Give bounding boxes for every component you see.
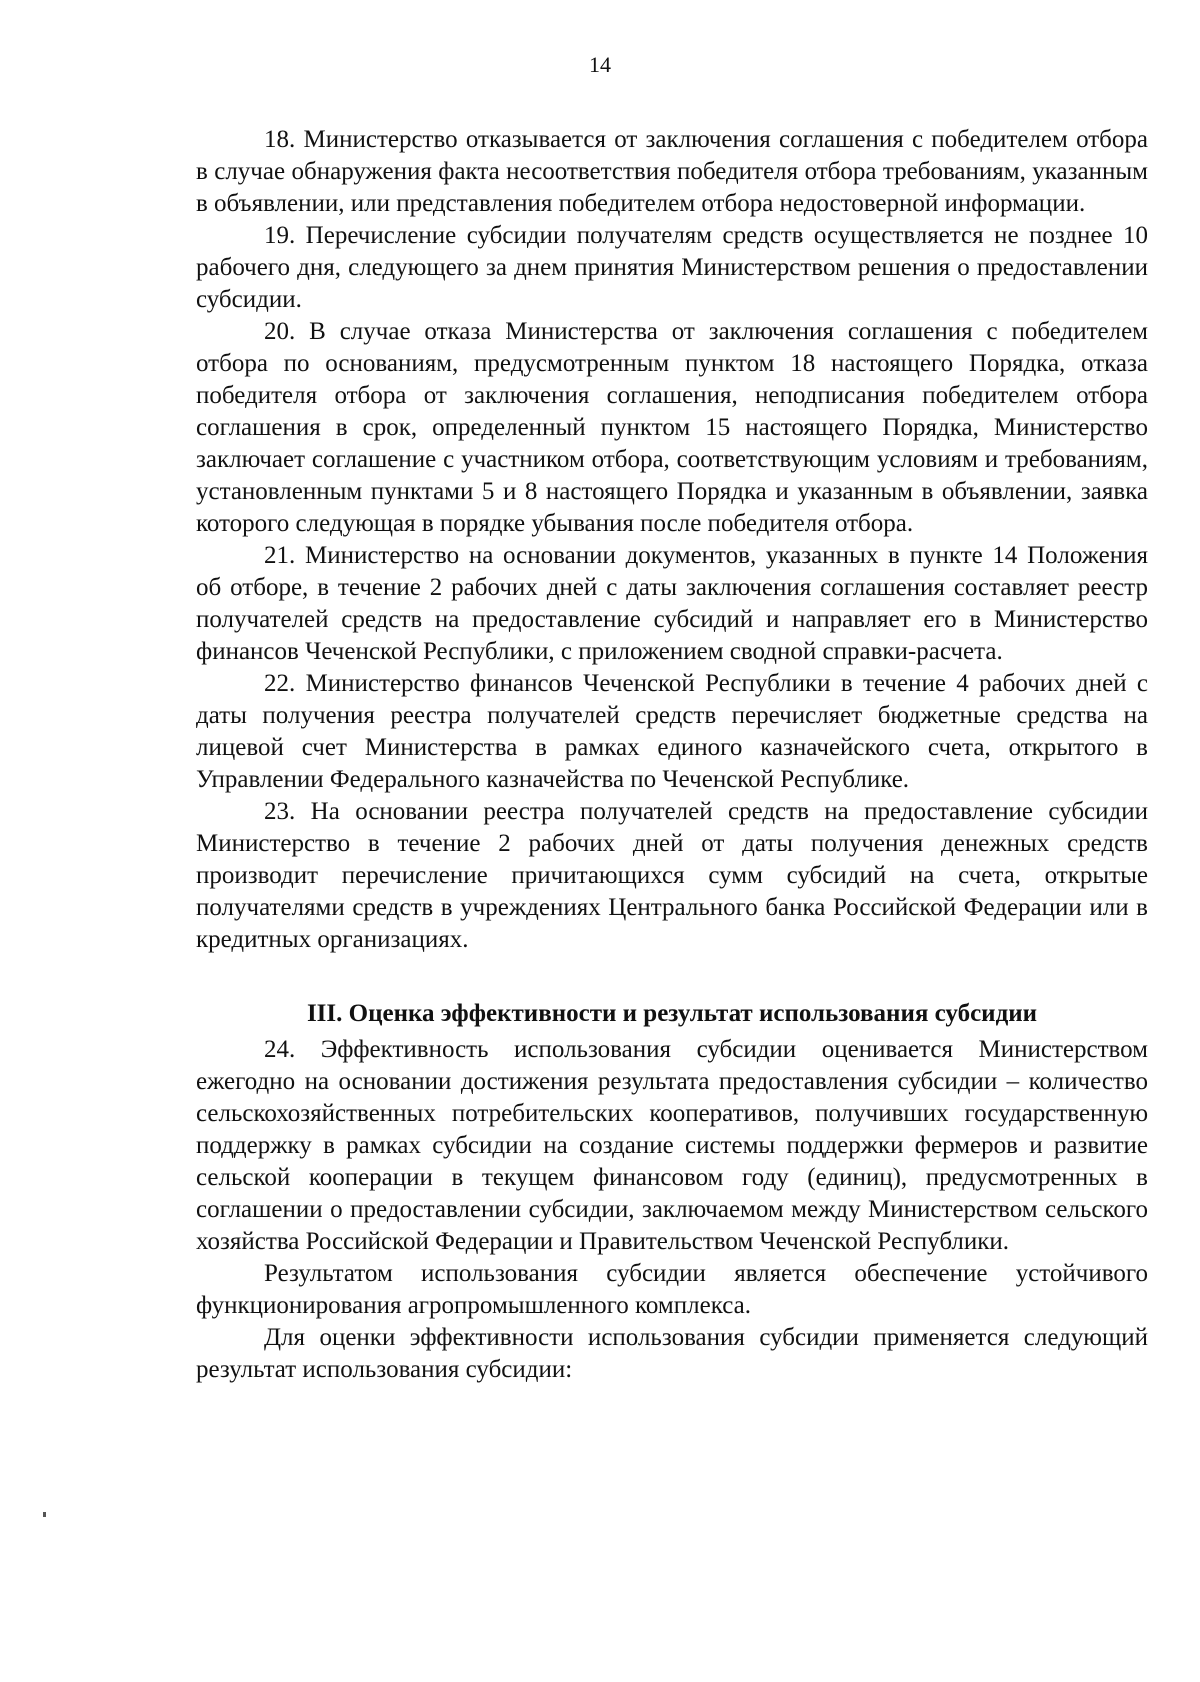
paragraph-18: 18. Министерство отказывается от заключения соглашения с победителем отбора в случае обнаружения факта несоответствия победителя отбора требованиям, указанным в объявлении, или представления победителем отбора недостоверной информации. <box>196 126 1148 217</box>
page-number: 14 <box>589 52 611 77</box>
paragraph-23: 23. На основании реестра получателей средств на предоставление субсидии Министерство в течение 2 рабочих дней от даты получения денежных средств производит перечисление причитающихся сумм субсидий на счета, открытые получателями средств в учреждениях Центрального банка Российской Федерации или в кредитных организациях. <box>196 798 1148 953</box>
paragraph-22: 22. Министерство финансов Чеченской Республики в течение 4 рабочих дней с даты получения реестра получателей средств перечисляет бюджетные средства на лицевой счет Министерства в рамках единого казначейского счета, открытого в Управлении Федерального казначейства по Чеченской Республике. <box>196 670 1148 793</box>
paragraph-24: 24. Эффективность использования субсидии оценивается Министерством ежегодно на основании достижения результата предоставления субсидии – количество сельскохозяйственных потребительских кооперативов, получивших государственную поддержку в рамках субсидии на создание системы поддержки фермеров и развитие сельской кооперации в текущем финансовом году (единиц), предусмотренных в соглашении о предоставлении субсидии, заключаемом между Министерством сельского хозяйства Российской Федерации и Правительством Чеченской Республики. <box>196 1036 1148 1255</box>
paragraph-evaluation: Для оценки эффективности использования субсидии применяется следующий результат использования субсидии: <box>196 1324 1148 1383</box>
section-heading: III. Оценка эффективности и результат использования субсидии <box>306 1000 1038 1027</box>
paragraph-21: 21. Министерство на основании документов, указанных в пункте 14 Положения об отборе, в течение 2 рабочих дней с даты заключения соглашения составляет реестр получателей средств на предоставление субсидий и направляет его в Министерство финансов Чеченской Республики, с приложением сводной справки-расчета. <box>196 542 1148 665</box>
scan-mark <box>43 1512 46 1517</box>
document-body <box>196 124 1148 1386</box>
paragraph-result: Результатом использования субсидии является обеспечение устойчивого функционирования агропромышленного комплекса. <box>196 1260 1148 1319</box>
paragraph-19: 19. Перечисление субсидии получателям средств осуществляется не позднее 10 рабочего дня, следующего за днем принятия Министерством решения о предоставлении субсидии. <box>196 222 1148 313</box>
paragraph-20: 20. В случае отказа Министерства от заключения соглашения с победителем отбора по основаниям, предусмотренным пунктом 18 настоящего Порядка, отказа победителя отбора от заключения соглашения, неподписания победителем отбора соглашения в срок, определенный пунктом 15 настоящего Порядка, Министерство заключает соглашение с участником отбора, соответствующим условиям и требованиям, установленным пунктами 5 и 8 настоящего Порядка и указанным в объявлении, заявка которого следующая в порядке убывания после победителя отбора. <box>196 318 1148 537</box>
